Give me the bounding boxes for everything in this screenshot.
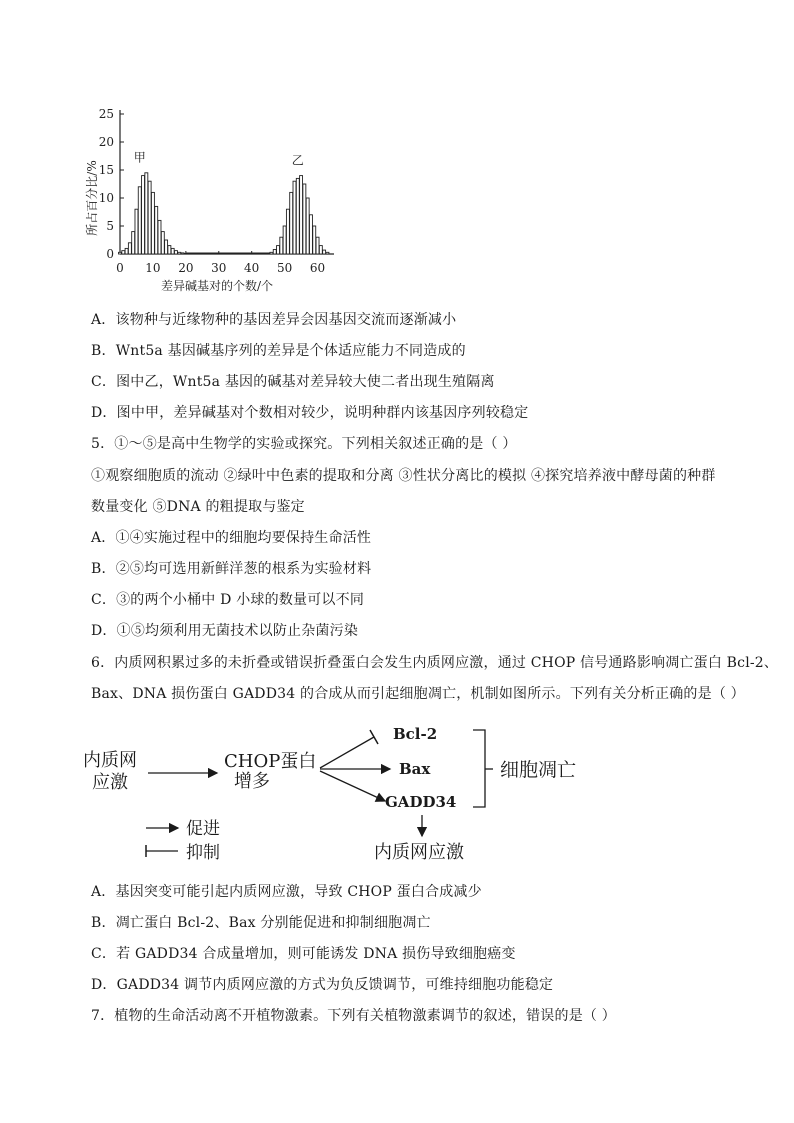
peak-label-jia: 甲 bbox=[133, 150, 146, 165]
y-tick-label: 25 bbox=[98, 107, 114, 121]
histogram-bar bbox=[145, 173, 148, 254]
histogram-bar bbox=[151, 192, 154, 254]
y-tick-label: 0 bbox=[106, 247, 114, 261]
histogram-bar bbox=[270, 252, 273, 254]
y-axis-title: 所占百分比/% bbox=[85, 160, 99, 236]
histogram-bar bbox=[290, 192, 293, 254]
x-tick-label: 0 bbox=[116, 261, 124, 275]
bracket bbox=[473, 730, 485, 807]
node-bax: Bax bbox=[399, 760, 431, 778]
histogram-bar bbox=[283, 226, 286, 254]
q4-option-b[interactable]: B．Wnt5a 基因碱基序列的差异是个体适应能力不同造成的 bbox=[91, 343, 466, 359]
histogram-bar bbox=[138, 187, 141, 254]
q6-option-c[interactable]: C．若 GADD34 合成量增加，则可能诱发 DNA 损伤导致细胞癌变 bbox=[91, 946, 516, 962]
histogram-bar bbox=[300, 176, 303, 254]
histogram-bar bbox=[273, 250, 276, 254]
q5-option-d[interactable]: D．①⑤均须利用无菌技术以防止杂菌污染 bbox=[91, 623, 359, 639]
y-tick-label: 5 bbox=[106, 219, 114, 233]
histogram-bar bbox=[277, 246, 280, 254]
x-axis-title: 差异碱基对的个数/个 bbox=[160, 279, 274, 293]
histogram-bar bbox=[303, 184, 306, 254]
x-tick-label: 10 bbox=[145, 261, 161, 275]
x-tick-label: 60 bbox=[309, 261, 326, 275]
q6-stem-line1: 6．内质网积累过多的未折叠或错误折叠蛋白会发生内质网应激，通过 CHOP 信号通路影响凋亡蛋白 Bcl-2、 bbox=[91, 655, 779, 671]
legend-inhibit-label: 抑制 bbox=[186, 843, 220, 863]
histogram-bar bbox=[165, 240, 168, 254]
q5-option-a[interactable]: A．①④实施过程中的细胞均要保持生命活性 bbox=[91, 530, 372, 546]
q5-items-line1: ①观察细胞质的流动 ②绿叶中色素的提取和分离 ③性状分离比的模拟 ④探究培养液中酵母菌的种群 bbox=[91, 468, 716, 484]
q7-stem: 7．植物的生命活动离不开植物激素。下列有关植物激素调节的叙述，错误的是（ ） bbox=[91, 1008, 616, 1024]
histogram-bar bbox=[306, 198, 309, 254]
q5-option-c[interactable]: C．③的两个小桶中 D 小球的数量可以不同 bbox=[91, 592, 365, 608]
q5-items-line2: 数量变化 ⑤DNA 的粗提取与鉴定 bbox=[91, 499, 305, 515]
q6-stem-line2: Bax、DNA 损伤蛋白 GADD34 的合成从而引起细胞凋亡，机制如图所示。下列有关分析正确的是（ ） bbox=[91, 686, 745, 702]
histogram-bar bbox=[171, 248, 174, 254]
node-er-stress-line1: 内质网 bbox=[83, 750, 137, 771]
y-tick-label: 15 bbox=[98, 163, 114, 177]
histogram-bar bbox=[286, 209, 289, 254]
histogram-bar bbox=[296, 178, 299, 254]
histogram-bar bbox=[158, 220, 161, 254]
histogram-bar bbox=[280, 237, 283, 254]
histogram-bar bbox=[316, 237, 319, 254]
q6-option-a[interactable]: A．基因突变可能引起内质网应激，导致 CHOP 蛋白合成减少 bbox=[91, 884, 482, 900]
node-er-stress-bottom: 内质网应激 bbox=[374, 842, 464, 863]
x-tick-label: 50 bbox=[276, 261, 293, 275]
histogram-bar bbox=[135, 209, 138, 254]
q4-option-d[interactable]: D．图中甲，差异碱基对个数相对较少，说明种群内该基因序列较稳定 bbox=[91, 405, 529, 421]
histogram-bar bbox=[132, 232, 135, 254]
peak-label-yi: 乙 bbox=[291, 153, 304, 168]
histogram-bar bbox=[119, 252, 122, 254]
arrow-chop-to-gadd34 bbox=[320, 771, 385, 801]
mechanism-diagram bbox=[0, 715, 794, 875]
histogram-bar bbox=[174, 251, 177, 254]
histogram-bar bbox=[323, 250, 326, 254]
x-tick-label: 30 bbox=[211, 261, 227, 275]
node-gadd34: GADD34 bbox=[385, 793, 457, 811]
histogram-bar bbox=[181, 253, 184, 254]
histogram-bar bbox=[178, 252, 181, 254]
histogram-bar bbox=[125, 248, 128, 254]
node-er-stress-line2: 应激 bbox=[92, 772, 128, 793]
inhibit-line-bcl2 bbox=[320, 737, 374, 768]
node-chop-line1: CHOP蛋白 bbox=[224, 751, 317, 772]
q4-option-c[interactable]: C．图中乙，Wnt5a 基因的碱基对差异较大使二者出现生殖隔离 bbox=[91, 374, 495, 390]
histogram-bar bbox=[293, 181, 296, 254]
histogram-bar bbox=[313, 226, 316, 254]
node-chop-line2: 增多 bbox=[234, 771, 270, 792]
legend-promote-label: 促进 bbox=[186, 819, 220, 839]
histogram-bar bbox=[122, 251, 125, 254]
q5-stem: 5．①～⑤是高中生物学的实验或探究。下列相关叙述正确的是（ ） bbox=[91, 436, 517, 452]
histogram-bar bbox=[326, 252, 329, 254]
y-tick-label: 20 bbox=[98, 135, 114, 149]
node-apoptosis: 细胞凋亡 bbox=[500, 759, 577, 781]
x-tick-label: 40 bbox=[244, 261, 260, 275]
y-tick-label: 10 bbox=[98, 191, 114, 205]
histogram-bar bbox=[184, 253, 187, 254]
q6-option-b[interactable]: B．凋亡蛋白 Bcl-2、Bax 分别能促进和抑制细胞凋亡 bbox=[91, 915, 431, 931]
histogram-bar bbox=[148, 181, 151, 254]
q4-option-a[interactable]: A．该物种与近缘物种的基因差异会因基因交流而逐渐减小 bbox=[91, 312, 457, 328]
x-tick-label: 20 bbox=[178, 261, 194, 275]
inhibit-bar-bcl2 bbox=[370, 730, 378, 744]
histogram-bar bbox=[142, 176, 145, 254]
q6-option-d[interactable]: D．GADD34 调节内质网应激的方式为负反馈调节，可维持细胞功能稳定 bbox=[91, 977, 554, 993]
histogram-bar bbox=[161, 232, 164, 254]
histogram-bar bbox=[168, 246, 171, 254]
histogram-bar bbox=[319, 246, 322, 254]
q5-option-b[interactable]: B．②⑤均可选用新鲜洋葱的根系为实验材料 bbox=[91, 561, 372, 577]
histogram-bar bbox=[128, 243, 131, 254]
node-bcl2: Bcl-2 bbox=[393, 725, 438, 743]
histogram-bar bbox=[309, 215, 312, 254]
histogram-bar bbox=[155, 206, 158, 254]
